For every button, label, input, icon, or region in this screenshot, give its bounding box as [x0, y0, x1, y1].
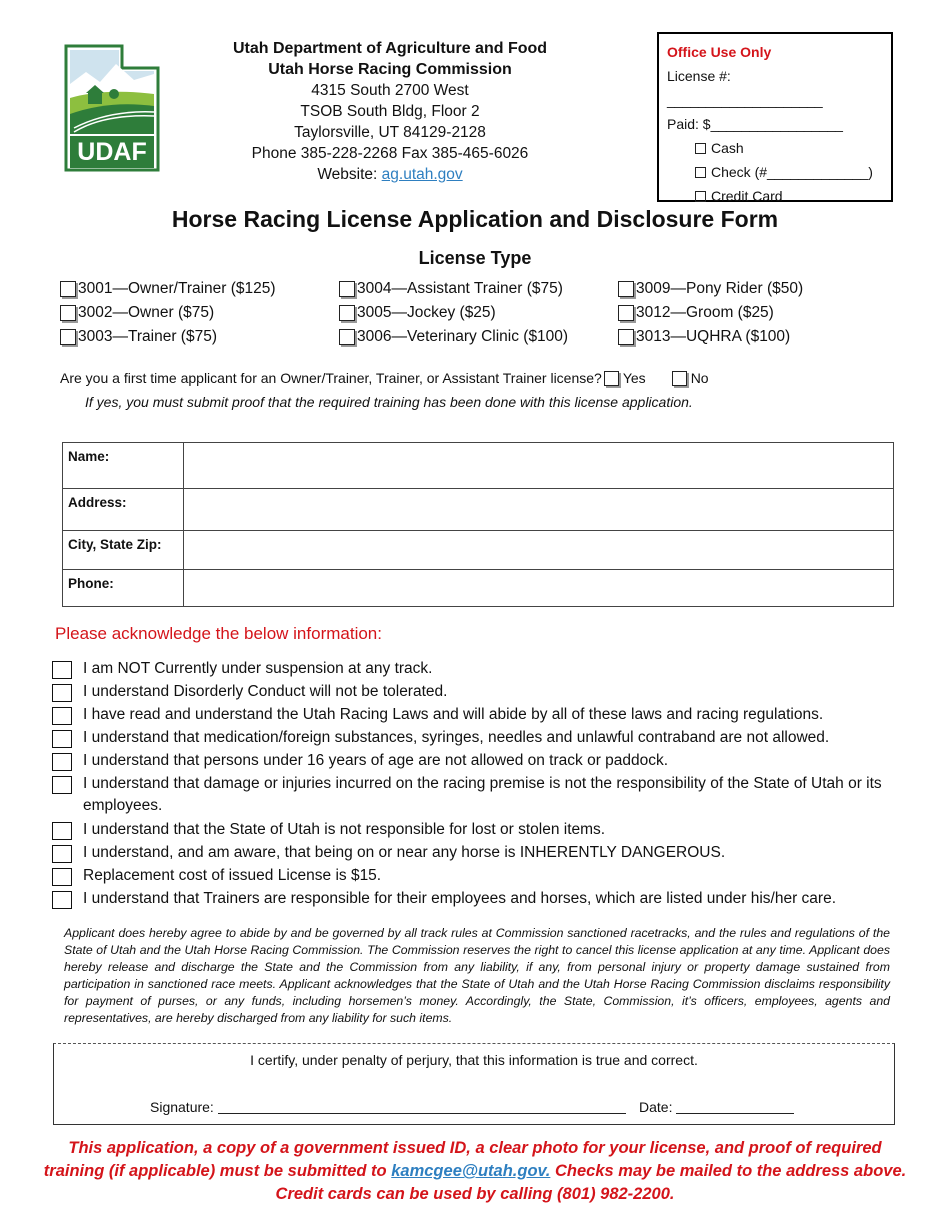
submission-instructions	[40, 1137, 910, 1206]
name-row	[63, 443, 894, 489]
ack-text: I understand Disorderly Conduct will not be tolerated.	[83, 683, 448, 700]
certification-text: I certify, under penalty of perjury, that this information is true and correct.	[250, 1052, 698, 1068]
office-paid-field: Paid: $_________________	[667, 116, 843, 132]
license-checkbox[interactable]	[339, 281, 355, 297]
phone-fax: Phone 385-228-2268 Fax 385-465-6026	[251, 145, 529, 162]
ack-text: Replacement cost of issued License is $15.	[83, 867, 382, 884]
license-option[interactable]	[339, 277, 568, 301]
city-row	[63, 531, 894, 570]
agency-header	[215, 38, 565, 185]
form-title: Horse Racing License Application and Disclosure Form	[171, 206, 779, 232]
office-check-option	[667, 160, 883, 184]
email-link[interactable]: kamcgee@utah.gov.	[391, 1162, 551, 1180]
ack-text: I am NOT Currently under suspension at any track.	[83, 660, 433, 677]
license-checkbox[interactable]	[60, 329, 76, 345]
license-checkbox[interactable]	[60, 305, 76, 321]
phone-row	[63, 570, 894, 607]
agency-name: Utah Department of Agriculture and Food	[232, 40, 548, 57]
license-label: 3004—Assistant Trainer ($75)	[357, 280, 563, 297]
ack-checkbox[interactable]	[52, 776, 72, 794]
credit-label: Credit Card	[711, 188, 783, 204]
license-label: 3003—Trainer ($75)	[78, 328, 217, 345]
phone-label: Phone:	[63, 570, 184, 607]
ack-checkbox[interactable]	[52, 822, 72, 840]
certification-box	[53, 1043, 895, 1125]
address-field[interactable]	[184, 489, 894, 531]
ack-checkbox[interactable]	[52, 707, 72, 725]
ack-checkbox[interactable]	[52, 845, 72, 863]
signature-field[interactable]	[218, 1113, 626, 1114]
website-link[interactable]: ag.utah.gov	[381, 166, 463, 183]
office-license-field: License #: ____________________	[667, 68, 823, 108]
ack-text: I understand that medication/foreign substances, syringes, needles and unlawful contraband are not allowed.	[83, 729, 830, 746]
license-column-2	[339, 277, 568, 349]
license-column-3	[618, 277, 803, 349]
ack-checkbox[interactable]	[52, 661, 72, 679]
license-label: 3005—Jockey ($25)	[357, 304, 496, 321]
applicant-info-table	[62, 442, 894, 607]
ack-checkbox[interactable]	[52, 753, 72, 771]
check-checkbox[interactable]	[695, 167, 706, 178]
date-field[interactable]	[676, 1113, 794, 1114]
address-line-1: 4315 South 2700 West	[311, 82, 469, 99]
license-label: 3012—Groom ($25)	[636, 304, 774, 321]
first-time-question	[60, 370, 709, 386]
footer-text-1: This application, a copy of a government issued ID, a clear photo for your license, and proof of required training (if applicable) must be submitted to	[43, 1139, 882, 1180]
address-label: Address:	[63, 489, 184, 531]
cash-label: Cash	[711, 140, 744, 156]
credit-checkbox[interactable]	[695, 191, 706, 202]
ack-checkbox[interactable]	[52, 891, 72, 909]
first-time-yes-checkbox[interactable]	[604, 371, 619, 386]
license-checkbox[interactable]	[618, 329, 634, 345]
name-field[interactable]	[184, 443, 894, 489]
license-option[interactable]	[339, 301, 568, 325]
cash-checkbox[interactable]	[695, 143, 706, 154]
office-credit-option	[667, 184, 883, 208]
udaf-logo	[64, 44, 160, 172]
website	[215, 164, 565, 185]
license-label: 3013—UQHRA ($100)	[636, 328, 791, 345]
license-label: 3002—Owner ($75)	[78, 304, 215, 321]
website-label: Website:	[317, 166, 378, 183]
signature-line	[150, 1099, 626, 1115]
ack-checkbox[interactable]	[52, 730, 72, 748]
ack-text: I have read and understand the Utah Racing Laws and will abide by all of these laws and racing regulations.	[83, 706, 824, 723]
license-type-title: License Type	[418, 248, 532, 268]
license-checkbox[interactable]	[618, 305, 634, 321]
city-state-zip-label: City, State Zip:	[63, 531, 184, 570]
ack-checkbox[interactable]	[52, 684, 72, 702]
license-option[interactable]	[618, 325, 803, 349]
first-time-yes-label: Yes	[622, 370, 646, 386]
license-option[interactable]	[339, 325, 568, 349]
license-checkbox[interactable]	[60, 281, 76, 297]
commission-name: Utah Horse Racing Commission	[268, 61, 512, 78]
check-label: Check (#_____________)	[711, 164, 873, 180]
logo-text: UDAF	[77, 138, 147, 166]
ack-text: I understand, and am aware, that being on or near any horse is INHERENTLY DANGEROUS.	[83, 844, 726, 861]
address-line-2: TSOB South Bldg, Floor 2	[300, 103, 480, 120]
license-label: 3006—Veterinary Clinic ($100)	[357, 328, 569, 345]
phone-field[interactable]	[184, 570, 894, 607]
license-option[interactable]	[60, 325, 276, 349]
date-label: Date:	[639, 1099, 673, 1115]
signature-label: Signature:	[150, 1099, 214, 1115]
license-checkbox[interactable]	[339, 305, 355, 321]
ack-text: I understand that the State of Utah is not responsible for lost or stolen items.	[83, 821, 606, 838]
license-checkbox[interactable]	[339, 329, 355, 345]
date-line	[639, 1099, 794, 1115]
license-column-1	[60, 277, 276, 349]
first-time-question-text: Are you a first time applicant for an Owner/Trainer, Trainer, or Assistant Trainer license?	[60, 370, 602, 386]
ack-text: I understand that Trainers are responsible for their employees and horses, which are listed under his/her care.	[83, 890, 837, 907]
office-use-box	[657, 32, 893, 202]
address-line-3: Taylorsville, UT 84129-2128	[294, 124, 486, 141]
license-option[interactable]	[60, 277, 276, 301]
liability-disclaimer: Applicant does hereby agree to abide by and be governed by all track rules at Commission sanctioned racetracks, and the rules and regulations of the State of Utah and the Utah Horse Racing Commission. The Commission reserves the right to cancel this license application at any time. Applicant does hereby release and discharge the State and the Commission from any liability, if any, from personal injury or property damage sustained from participation in sanctioned race meets. Applicant acknowledges that the State of Utah and the Utah Horse Racing Commission disclaims responsibility for payment of purses, or any funds, including horsemen’s money. Accordingly, the State, Commission, it’s officers, employees, agents and representatives, are hereby discharged from any liability for such items.	[64, 926, 890, 1025]
ack-text: I understand that persons under 16 years of age are not allowed on track or paddock.	[83, 752, 669, 769]
acknowledge-title: Please acknowledge the below information:	[55, 624, 382, 643]
office-use-title: Office Use Only	[667, 44, 772, 60]
first-time-no-checkbox[interactable]	[672, 371, 687, 386]
license-label: 3001—Owner/Trainer ($125)	[78, 280, 276, 297]
address-row	[63, 489, 894, 531]
license-option[interactable]	[618, 277, 803, 301]
ack-text: I understand that damage or injuries incurred on the racing premise is not the responsibility of the State of Utah or its employees.	[83, 775, 882, 814]
first-time-no-label: No	[690, 370, 709, 386]
city-state-zip-field[interactable]	[184, 531, 894, 570]
first-time-note: If yes, you must submit proof that the required training has been done with this license application.	[85, 394, 693, 410]
license-label: 3009—Pony Rider ($50)	[636, 280, 804, 297]
license-option[interactable]	[60, 301, 276, 325]
office-cash-option	[667, 136, 883, 160]
footer-text-2: Checks may be mailed to the address above.	[554, 1162, 907, 1180]
ack-checkbox[interactable]	[52, 868, 72, 886]
license-option[interactable]	[618, 301, 803, 325]
name-label: Name:	[63, 443, 184, 489]
license-checkbox[interactable]	[618, 281, 634, 297]
footer-text-3: Credit cards can be used by calling (801) 982-2200.	[275, 1185, 675, 1203]
